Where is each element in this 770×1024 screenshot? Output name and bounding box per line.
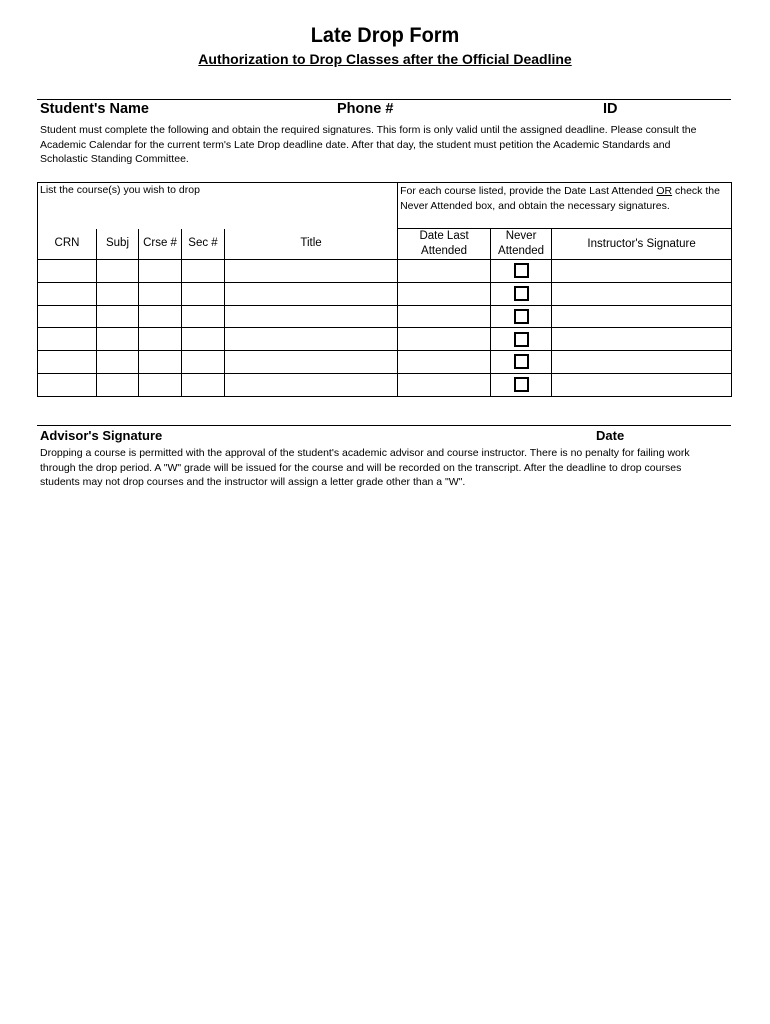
title-cell[interactable] (225, 282, 398, 305)
advisor-signature-label: Advisor's Signature (40, 428, 163, 443)
crse-cell[interactable] (139, 305, 182, 328)
course-drop-table (37, 182, 732, 397)
attendance-instructions-header (398, 183, 732, 229)
instructor-signature-cell[interactable] (552, 305, 732, 328)
instructor-signature-cell[interactable] (552, 351, 732, 374)
sec-cell[interactable] (182, 282, 225, 305)
form-title: Late Drop Form (310, 24, 460, 47)
crse-cell[interactable] (139, 373, 182, 396)
instructions-text: Student must complete the following and obtain the required signatures. This form is only valid until the assigned deadline. Please consult the Academic Calendar for the current term's Late Drop deadline date. After that day, the student must petition the Academic Standards and Scholastic Standing Committee. (40, 124, 697, 165)
never-attended-checkbox[interactable] (514, 354, 529, 369)
never-attended-cell (491, 351, 552, 374)
table-row (38, 351, 732, 374)
crn-cell[interactable] (38, 305, 97, 328)
table-row (38, 282, 732, 305)
advisor-date-label: Date (596, 428, 625, 443)
instructor-signature-cell[interactable] (552, 260, 732, 283)
never-attended-cell (491, 328, 552, 351)
crn-cell[interactable] (38, 373, 97, 396)
crn-cell[interactable] (38, 351, 97, 374)
table-row (38, 328, 732, 351)
title-cell[interactable] (225, 373, 398, 396)
col-header-never-attended: Never Attended (491, 229, 552, 260)
never-attended-checkbox[interactable] (514, 263, 529, 278)
crse-cell[interactable] (139, 351, 182, 374)
crse-cell[interactable] (139, 328, 182, 351)
form-subtitle: Authorization to Drop Classes after the Official Deadline (198, 51, 572, 67)
student-name-label: Student's Name (40, 101, 149, 117)
instructor-signature-cell[interactable] (552, 328, 732, 351)
attendance-instructions-pre: For each course listed, provide the Date Last Attended (400, 185, 657, 197)
crn-cell[interactable] (38, 260, 97, 283)
never-attended-cell (491, 373, 552, 396)
never-attended-cell (491, 282, 552, 305)
table-row (38, 260, 732, 283)
never-attended-cell (491, 260, 552, 283)
date-last-attended-cell[interactable] (398, 260, 491, 283)
date-last-attended-cell[interactable] (398, 328, 491, 351)
title-cell[interactable] (225, 328, 398, 351)
subj-cell[interactable] (97, 328, 139, 351)
title-cell[interactable] (225, 305, 398, 328)
crse-cell[interactable] (139, 282, 182, 305)
never-attended-checkbox[interactable] (514, 332, 529, 347)
sec-cell[interactable] (182, 260, 225, 283)
subj-cell[interactable] (97, 282, 139, 305)
never-attended-checkbox[interactable] (514, 286, 529, 301)
never-attended-checkbox[interactable] (514, 377, 529, 392)
drop-policy-text: Dropping a course is permitted with the approval of the student's academic advisor and course instructor. There is no penalty for failing work through the drop period. A "W" grade will be issued for the course and will be recorded on the transcript. After the deadline to drop courses students may not drop courses and the instructor will assign a letter grade other than a "W". (40, 447, 690, 488)
col-header-date-last-attended: Date Last Attended (398, 229, 491, 260)
table-row (38, 305, 732, 328)
crn-cell[interactable] (38, 282, 97, 305)
top-divider (37, 99, 731, 100)
title-cell[interactable] (225, 260, 398, 283)
advisor-divider (37, 425, 731, 426)
col-header-title: Title (225, 229, 398, 260)
date-last-attended-cell[interactable] (398, 305, 491, 328)
sec-cell[interactable] (182, 351, 225, 374)
subj-cell[interactable] (97, 305, 139, 328)
col-header-sec: Sec # (182, 229, 225, 260)
sec-cell[interactable] (182, 328, 225, 351)
instructor-signature-cell[interactable] (552, 282, 732, 305)
table-row (38, 373, 732, 396)
subj-cell[interactable] (97, 260, 139, 283)
col-header-crse: Crse # (139, 229, 182, 260)
attendance-instructions-post: check the Never Attended box, and obtain the necessary signatures. (400, 185, 720, 212)
col-header-crn: CRN (38, 229, 97, 260)
date-last-attended-cell[interactable] (398, 282, 491, 305)
date-last-attended-cell[interactable] (398, 351, 491, 374)
never-attended-checkbox[interactable] (514, 309, 529, 324)
subj-cell[interactable] (97, 373, 139, 396)
title-cell[interactable] (225, 351, 398, 374)
id-label: ID (603, 101, 618, 117)
sec-cell[interactable] (182, 373, 225, 396)
attendance-instructions-or: OR (656, 185, 673, 197)
course-list-header: List the course(s) you wish to drop (38, 183, 398, 229)
date-last-attended-cell[interactable] (398, 373, 491, 396)
never-attended-cell (491, 305, 552, 328)
col-header-instructor-signature: Instructor's Signature (552, 229, 732, 260)
crse-cell[interactable] (139, 260, 182, 283)
phone-label: Phone # (337, 101, 394, 117)
crn-cell[interactable] (38, 328, 97, 351)
instructor-signature-cell[interactable] (552, 373, 732, 396)
sec-cell[interactable] (182, 305, 225, 328)
col-header-subj: Subj (97, 229, 139, 260)
subj-cell[interactable] (97, 351, 139, 374)
